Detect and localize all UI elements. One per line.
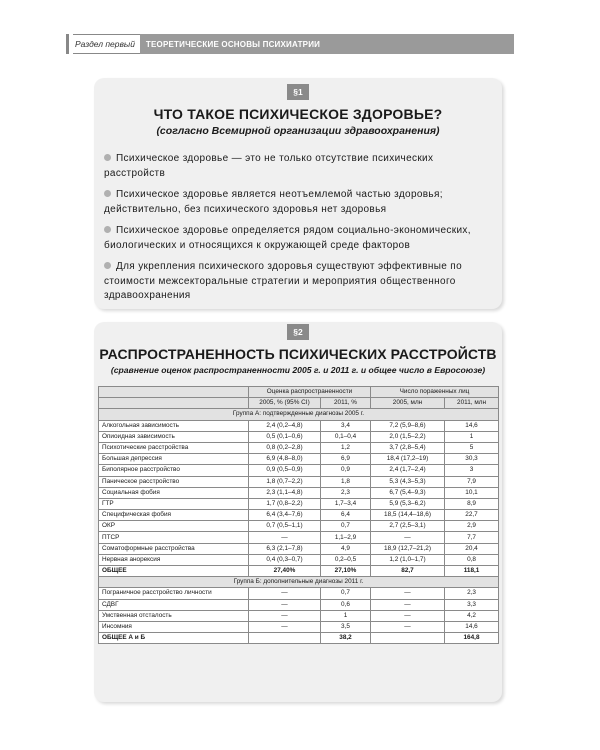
table-cell: 6,9 [321, 454, 371, 465]
table-cell: 0,6 [321, 599, 371, 610]
table-row [99, 543, 499, 554]
table-cell: 0,2–0,5 [321, 554, 371, 565]
table-cell: Число пораженных лиц [371, 387, 499, 398]
table-cell: 0,5 (0,1–0,6) [249, 431, 321, 442]
table-cell: 6,4 [321, 510, 371, 521]
bullet-text-line: стоимости межсекторальные стратегии и мероприятия общественного [104, 275, 456, 287]
table-cell: 5,9 (5,3–6,2) [371, 498, 445, 509]
bullet-dot-icon [104, 190, 111, 197]
table-cell: 82,7 [371, 566, 445, 577]
table-cell: Опиоидная зависимость [99, 431, 249, 442]
table-cell: 18,9 (12,7–21,2) [371, 543, 445, 554]
table-cell: 6,3 (2,1–7,8) [249, 543, 321, 554]
bullet-text-line: здравоохранения [104, 290, 191, 301]
table-cell: — [249, 621, 321, 632]
table-cell: Социальная фобия [99, 487, 249, 498]
table-cell: 0,9 [321, 465, 371, 476]
table-cell: 0,8 (0,2–2,8) [249, 442, 321, 453]
bullet-text-line: Психическое здоровье — это не только отсутствие психических [116, 153, 434, 164]
prevalence-table [98, 386, 499, 644]
table-row [99, 487, 499, 498]
bullet-text-line: Для укрепления психического здоровья существуют эффективные по [116, 261, 462, 272]
section-1-badge: §1 [287, 84, 309, 100]
table-cell: 2,4 (1,7–2,4) [371, 465, 445, 476]
bullet-item [104, 188, 490, 217]
table-cell: ГТР [99, 498, 249, 509]
table-cell: Инсомния [99, 621, 249, 632]
table-cell: 164,8 [445, 633, 499, 644]
table-total-row [99, 633, 499, 644]
table-cell: 5,3 (4,3–5,3) [371, 476, 445, 487]
table-cell: 10,1 [445, 487, 499, 498]
table-cell [249, 633, 321, 644]
table-row [99, 599, 499, 610]
table-total-row [99, 566, 499, 577]
table-cell: Паническое расстройство [99, 476, 249, 487]
table-cell: 2,3 (1,1–4,8) [249, 487, 321, 498]
table-cell: 0,7 [321, 588, 371, 599]
table-cell: 0,9 (0,5–0,9) [249, 465, 321, 476]
section-1-box [94, 78, 502, 309]
table-cell: 1 [445, 431, 499, 442]
section-2-box [94, 322, 502, 702]
table-cell: ОБЩЕЕ [99, 566, 249, 577]
table-cell: 0,8 [445, 554, 499, 565]
table-cell: 2,3 [321, 487, 371, 498]
table-cell: 2011, млн [445, 398, 499, 409]
table-row [99, 442, 499, 453]
bullet-item [104, 152, 490, 181]
table-cell: 3,4 [321, 420, 371, 431]
table-cell: Оценка распространенности [249, 387, 371, 398]
table-cell [371, 633, 445, 644]
header-section-label: Раздел первый [73, 34, 140, 54]
table-row [99, 521, 499, 532]
table-cell: 14,6 [445, 621, 499, 632]
table-cell: 1,7–3,4 [321, 498, 371, 509]
table-cell: 0,7 [321, 521, 371, 532]
table-cell: ОБЩЕЕ А и Б [99, 633, 249, 644]
table-cell: 2,0 (1,5–2,2) [371, 431, 445, 442]
table-row [99, 476, 499, 487]
table-cell: Специфическая фобия [99, 510, 249, 521]
table-cell: 7,9 [445, 476, 499, 487]
table-cell: — [249, 610, 321, 621]
table-cell: 3 [445, 465, 499, 476]
table-cell: 4,2 [445, 610, 499, 621]
table-cell: Большая депрессия [99, 454, 249, 465]
table-cell: 18,5 (14,4–18,6) [371, 510, 445, 521]
table-row [99, 454, 499, 465]
table-cell: 0,4 (0,3–0,7) [249, 554, 321, 565]
table-cell: — [371, 532, 445, 543]
table-cell: ПТСР [99, 532, 249, 543]
table-cell: 2,3 [445, 588, 499, 599]
table-cell: 6,4 (3,4–7,6) [249, 510, 321, 521]
table-cell: 0,7 (0,5–1,1) [249, 521, 321, 532]
header-tick [66, 34, 69, 54]
table-cell: — [371, 610, 445, 621]
table-cell: 1,8 [321, 476, 371, 487]
table-cell: Группа Б: дополнительные диагнозы 2011 г. [99, 577, 499, 588]
table-cell: 2011, % [321, 398, 371, 409]
bullet-text-line: расстройств [104, 167, 166, 179]
section-2-subtitle: (сравнение оценок распространенности 2005 г. и 2011 г. и общее число в Евросоюзе) [110, 365, 486, 375]
section-2-badge: §2 [287, 324, 309, 340]
table-cell: 7,7 [445, 532, 499, 543]
table-cell: 18,4 (17,2–19) [371, 454, 445, 465]
table-cell: 5 [445, 442, 499, 453]
table-cell: Группа А: подтвержденные диагнозы 2005 г. [99, 409, 499, 420]
table-cell: 20,4 [445, 543, 499, 554]
table-cell: 1,7 (0,8–2,2) [249, 498, 321, 509]
table-cell: Психотические расстройства [99, 442, 249, 453]
bullet-text-line: биологических и относящихся к окружающей среде факторов [104, 239, 411, 251]
table-cell: 3,7 (2,8–5,4) [371, 442, 445, 453]
table-row [99, 510, 499, 521]
section-2-title: РАСПРОСТРАНЕННОСТЬ ПСИХИЧЕСКИХ РАССТРОЙСТВ [99, 346, 497, 362]
table-cell: 3,5 [321, 621, 371, 632]
table-row [99, 465, 499, 476]
table-cell: Нервная анорексия [99, 554, 249, 565]
table-cell: 1,1–2,9 [321, 532, 371, 543]
bullet-item [104, 224, 490, 253]
table-cell: 1,8 (0,7–2,2) [249, 476, 321, 487]
table-cell: 1,2 (1,0–1,7) [371, 554, 445, 565]
table-row [99, 610, 499, 621]
running-header [66, 34, 514, 54]
bullet-text-line: действительно, без психического здоровья нет здоровья [104, 203, 387, 215]
table-cell: Биполярное расстройство [99, 465, 249, 476]
table-cell: 6,7 (5,4–9,3) [371, 487, 445, 498]
table-cell: Умственная отсталость [99, 610, 249, 621]
table-cell: 3,3 [445, 599, 499, 610]
table-cell: Соматоформные расстройства [99, 543, 249, 554]
table-cell: 4,9 [321, 543, 371, 554]
table-cell: — [249, 588, 321, 599]
header-chapter-title: ТЕОРЕТИЧЕСКИЕ ОСНОВЫ ПСИХИАТРИИ [140, 34, 514, 54]
table-row [99, 554, 499, 565]
table-cell: 8,9 [445, 498, 499, 509]
table-group-row [99, 409, 499, 420]
table-cell: 27,10% [321, 566, 371, 577]
table-cell: 7,2 (5,9–8,6) [371, 420, 445, 431]
table-cell: 2,9 [445, 521, 499, 532]
table-cell [99, 398, 249, 409]
mental-health-bullet-list [104, 152, 490, 311]
table-cell: — [371, 599, 445, 610]
table-row [99, 588, 499, 599]
table-row [99, 431, 499, 442]
table-cell: 118,1 [445, 566, 499, 577]
table-cell: 38,2 [321, 633, 371, 644]
table-cell: ОКР [99, 521, 249, 532]
table-group-row [99, 577, 499, 588]
bullet-dot-icon [104, 226, 111, 233]
table-cell: — [371, 621, 445, 632]
bullet-text-line: Психическое здоровье определяется рядом социально-экономических, [116, 225, 471, 236]
table-cell: 2,7 (2,5–3,1) [371, 521, 445, 532]
table-header-row-1 [99, 387, 499, 398]
bullet-item [104, 260, 490, 304]
table-cell: 0,1–0,4 [321, 431, 371, 442]
prevalence-table-wrap [98, 386, 498, 644]
table-row [99, 621, 499, 632]
table-cell: 1,2 [321, 442, 371, 453]
table-row [99, 498, 499, 509]
table-cell: 30,3 [445, 454, 499, 465]
table-cell: СДВГ [99, 599, 249, 610]
table-cell: 27,40% [249, 566, 321, 577]
table-row [99, 420, 499, 431]
table-cell: Пограничное расстройство личности [99, 588, 249, 599]
bullet-text-line: Психическое здоровье является неотъемлемой частью здоровья; [116, 189, 443, 200]
table-row [99, 532, 499, 543]
table-cell: — [249, 599, 321, 610]
section-1-subtitle: (согласно Всемирной организации здравоохранения) [156, 125, 440, 137]
bullet-dot-icon [104, 154, 111, 161]
table-cell [99, 387, 249, 398]
table-cell: Алкогольная зависимость [99, 420, 249, 431]
table-cell: 6,9 (4,8–8,0) [249, 454, 321, 465]
bullet-dot-icon [104, 262, 111, 269]
table-cell: 14,6 [445, 420, 499, 431]
table-cell: 2005, млн [371, 398, 445, 409]
table-cell: 2,4 (0,2–4,8) [249, 420, 321, 431]
table-cell: 1 [321, 610, 371, 621]
table-cell: 2005, % (95% CI) [249, 398, 321, 409]
section-1-title: ЧТО ТАКОЕ ПСИХИЧЕСКОЕ ЗДОРОВЬЕ? [153, 106, 443, 122]
table-cell: 22,7 [445, 510, 499, 521]
table-cell: — [371, 588, 445, 599]
table-cell: — [249, 532, 321, 543]
table-header-row-2 [99, 398, 499, 409]
